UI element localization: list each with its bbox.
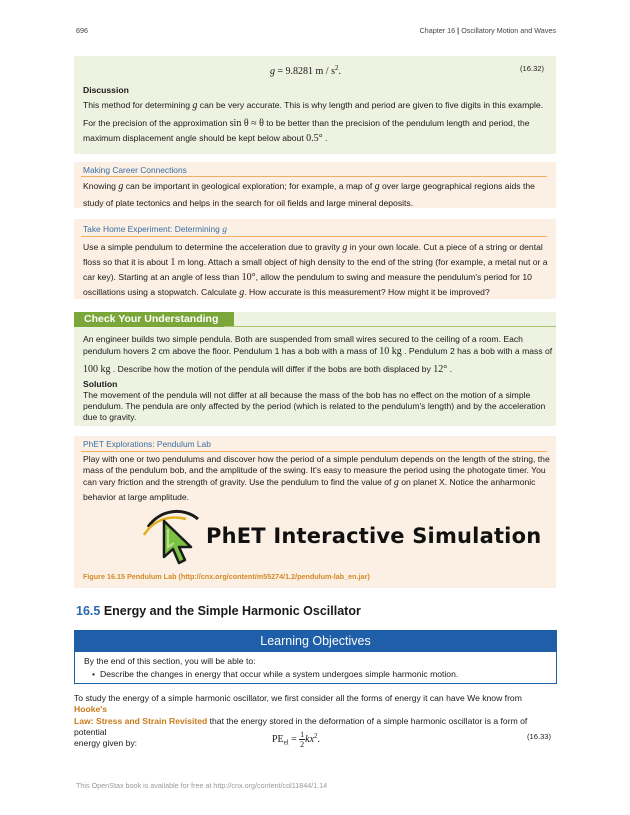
bullet: • [92,669,96,679]
solution-line-3: due to gravity. [83,412,137,423]
text: over large geographical regions aids the [382,181,535,191]
approx-math: sin θ ≈ θ [229,118,264,129]
text: that the energy stored in the deformation of a simple harmonic oscillator is a form of potential [74,715,528,738]
mass-2: 100 kg [83,364,111,376]
discussion-line-2 [83,116,553,131]
angle-math: 0.5° [306,133,323,144]
phet-simulation-link[interactable] [140,505,542,567]
chapter-label: Chapter 16 [419,26,456,35]
phet-line-1: Play with one or two pendulums and discover how the period of a simple pendulum depends on the length of the string, the [83,454,550,464]
text: on planet X. Notice the anharmonic [401,477,536,488]
angle-math: 12° [433,364,448,376]
hookes-law-link-cont[interactable]: Law: Stress and Strain Revisited [74,715,208,726]
eq-end: . [338,65,341,77]
eq-sup: 2 [314,731,318,740]
text: . [324,133,328,143]
solution-text [83,390,553,424]
text: car key). Starting at an angle of less than [83,272,240,282]
hookes-law-link[interactable]: Hooke's [74,704,108,715]
text: Use a simple pendulum to determine the acceleration due to gravity [83,242,340,252]
section-title [76,602,361,621]
career-text [83,179,553,210]
phet-banner-text: PhET Interactive Simulation [206,524,542,548]
text: can vary friction and the strength of gravity. Use the pendulum to find the value of [83,477,392,488]
phet-heading: PhET Explorations: Pendulum Lab [83,439,211,449]
cyu-rule [224,326,556,327]
footer-text: This OpenStax book is available for free at http://cnx.org/content/col11844/1.14 [76,781,328,790]
eq-equals: = [291,734,297,745]
experiment-text [83,240,553,300]
eq-denominator: 2 [300,740,305,749]
mass-1: 10 kg [379,346,402,358]
text: can be very accurate. This is why length and period are given to five digits in this example. [199,100,544,110]
text: . Describe how the motion of the pendula will differ if the bobs are both displaced by [112,364,431,375]
text: to be better than the precision of the pendulum length and period, the [266,118,530,128]
running-header [420,26,556,37]
eq-sub: el [283,738,289,747]
text: , allow the pendulum to swing and measure the pendulum's period for 10 [255,272,532,282]
equation-number: (16.32) [520,64,545,73]
text: This method for determining [83,100,190,110]
career-rule [81,176,547,177]
phet-cursor-logo-icon [140,505,206,567]
experiment-line-3 [83,270,553,285]
var-g: g [374,181,380,192]
eq-lhs: g [270,65,275,77]
var-g: g [192,100,198,111]
objective-text: Describe the changes in energy that occur while a system undergoes simple harmonic motion. [100,669,459,679]
experiment-line-2 [83,255,553,270]
learning-objectives-intro: By the end of this section, you will be able to: [84,656,256,666]
experiment-line-4 [83,285,553,300]
cyu-question [83,333,553,377]
text: To study the energy of a simple harmonic oscillator, we first consider all the forms of energy it can have We know from [74,693,522,703]
experiment-line-1 [83,240,553,255]
angle-math: 10° [241,272,256,283]
solution-heading: Solution [83,379,118,389]
eq-rhs: = 9.8281 m / s [277,65,335,77]
equation-number: (16.33) [527,732,552,741]
equation-16-32 [270,63,341,79]
body-line-1 [74,693,554,716]
equation-16-33 [272,730,320,754]
solution-line-2: pendulum. The pendula are only affected by the period (which is related to the pendulum's length) and by the acceleration [83,401,546,412]
phet-text [83,454,553,504]
var-g: g [342,242,348,253]
text: floss so that it is about [83,257,169,267]
text: can be important in geological exploration; for example, a map of [125,181,373,191]
text: m long. Attach a small object of high density to the end of the string (for example, a metal nut or a [177,257,548,267]
eq-end: . [317,734,321,745]
career-heading: Making Career Connections [83,165,187,175]
discussion-line-1 [83,98,553,113]
eq-numerator: 1 [300,730,305,739]
figure-caption[interactable]: Figure 16.15 Pendulum Lab (http://cnx.org/content/m55274/1.2/pendulum-lab_en.jar) [83,572,370,581]
phet-line-3 [83,476,553,489]
eq-sup: 2 [334,64,339,72]
career-line-2: study of plate tectonics and helps in the search for oil fields and large mineral deposits. [83,198,414,208]
cyu-line-3 [83,362,553,377]
cyu-tag: Check Your Understanding [74,312,234,327]
solution-line-1: The movement of the pendula will not differ at all because the mass of the bob has no effect on the motion of a simple [83,390,531,400]
discussion-line-3 [83,131,553,146]
phet-rule [81,451,547,452]
chapter-separator: | [457,26,460,35]
var-g: g [393,477,399,489]
chapter-title: Oscillatory Motion and Waves [461,26,556,35]
section-number: 16.5 [76,604,101,618]
experiment-rule [81,236,547,237]
body-line-3: energy given by: [74,738,138,749]
text: oscillations using a stopwatch. Calculate [83,287,237,297]
discussion-text [83,98,553,146]
text: maximum displacement angle should be kept below about [83,133,304,143]
phet-line-2: mass of the pendulum bob, and the amplitude of the swing. It's easy to measure the period using the photogate timer. You [83,465,546,476]
eq-lhs: PE [272,734,284,745]
text: pendulum hovers 2 cm above the floor. Pendulum 1 has a bob with a mass of [83,346,377,357]
career-line-1 [83,179,553,194]
heading-text: Take Home Experiment: Determining [83,224,220,234]
cyu-line-1: An engineer builds two simple pendula. Both are suspended from small wires secured to the ceiling of a room. Each [83,334,523,344]
text: . Pendulum 2 has a bob with a mass of [404,346,553,357]
phet-line-4: behavior at large amplitude. [83,492,190,503]
learning-objectives-heading: Learning Objectives [74,630,557,652]
eq-var: kx [305,734,315,745]
page-number: 696 [76,26,88,35]
text: For the precision of the approximation [83,118,228,128]
text: . How accurate is this measurement? How might it be improved? [244,287,490,297]
var-g: g [222,225,227,235]
var-g: g [118,181,124,192]
section-title-text: Energy and the Simple Harmonic Oscillator [103,604,361,618]
var-g: g [239,287,245,298]
length-math: 1 [170,257,176,268]
learning-objective-item [92,668,459,681]
text: Knowing [83,181,116,191]
text: . [449,364,453,375]
cyu-line-2 [83,345,553,359]
text: in your own locale. Cut a piece of a string or dental [349,242,543,252]
discussion-heading: Discussion [83,85,129,95]
